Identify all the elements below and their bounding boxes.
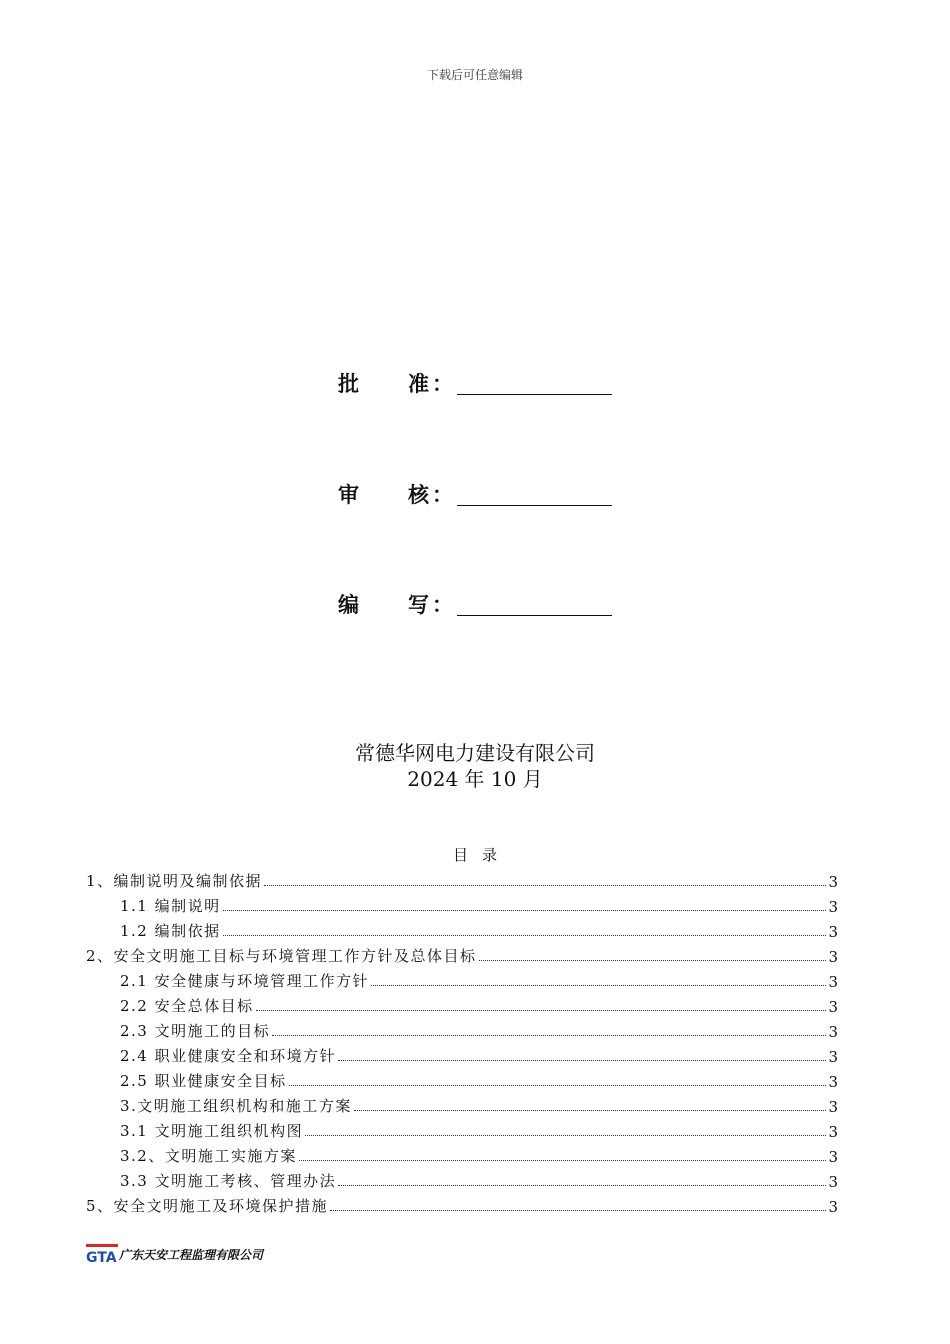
toc-leader-dots — [256, 1010, 826, 1011]
toc-title: 目录 — [452, 846, 511, 864]
toc-entry-page: 3 — [828, 1198, 838, 1216]
approve-label-char2: 准 — [408, 372, 429, 396]
toc-entry-page: 3 — [828, 1098, 838, 1116]
toc-entry[interactable] — [86, 1191, 838, 1216]
cover-company-name: 常德华网电力建设有限公司 — [355, 741, 595, 765]
toc-leader-dots — [223, 935, 826, 936]
toc-entry[interactable] — [86, 916, 838, 941]
author-colon: ： — [432, 593, 453, 617]
toc-leader-dots — [299, 1160, 826, 1161]
toc-entry[interactable] — [86, 1016, 838, 1041]
toc-entry[interactable] — [86, 991, 838, 1016]
svg-text:GTA: GTA — [86, 1250, 117, 1264]
toc-entry[interactable] — [86, 1166, 838, 1191]
toc-entry[interactable] — [86, 1066, 838, 1091]
approve-label-char1: 批 — [338, 372, 359, 396]
toc-leader-dots — [223, 910, 826, 911]
toc-leader-dots — [338, 1185, 826, 1186]
approve-signature-line — [457, 394, 612, 395]
toc-leader-dots — [289, 1085, 826, 1086]
gta-logo-icon — [86, 1244, 118, 1264]
toc-entry-text: 3.1 文明施工组织机构图 — [120, 1122, 304, 1140]
toc-leader-dots — [272, 1035, 826, 1036]
toc-entry-text: 3.文明施工组织机构和施工方案 — [120, 1097, 352, 1115]
toc-entry-page: 3 — [828, 1023, 838, 1041]
toc-entry-text: 3.3 文明施工考核、管理办法 — [120, 1172, 337, 1190]
toc-entry[interactable] — [86, 1141, 838, 1166]
toc-entry-text: 1.1 编制说明 — [120, 897, 221, 915]
toc-entry[interactable] — [86, 866, 838, 891]
footer-company-name: 广东天安工程监理有限公司 — [119, 1247, 264, 1262]
toc-entry-page: 3 — [828, 898, 838, 916]
toc-entry[interactable] — [86, 966, 838, 991]
review-label-char2: 核 — [408, 483, 429, 507]
author-row — [338, 589, 612, 619]
toc-leader-dots — [264, 885, 826, 886]
toc-entry-text: 1、编制说明及编制依据 — [86, 872, 263, 890]
table-of-contents — [86, 866, 838, 1216]
review-label-char1: 审 — [338, 483, 359, 507]
toc-leader-dots — [305, 1135, 826, 1136]
toc-entry-page: 3 — [828, 873, 838, 891]
review-signature-line — [457, 505, 612, 506]
toc-entry-text: 5、安全文明施工及环境保护措施 — [86, 1197, 329, 1215]
toc-entry-page: 3 — [828, 973, 838, 991]
toc-entry-page: 3 — [828, 1048, 838, 1066]
review-row — [338, 479, 612, 509]
toc-entry-text: 2.2 安全总体目标 — [120, 997, 254, 1015]
author-label-char1: 编 — [338, 593, 359, 617]
toc-entry-text: 1.2 编制依据 — [120, 922, 221, 940]
author-signature-line — [457, 615, 612, 616]
toc-entry-text: 2、安全文明施工目标与环境管理工作方针及总体目标 — [86, 947, 477, 965]
toc-leader-dots — [371, 985, 826, 986]
toc-leader-dots — [479, 960, 826, 961]
toc-entry-page: 3 — [828, 1173, 838, 1191]
toc-entry-page: 3 — [828, 923, 838, 941]
toc-leader-dots — [330, 1210, 826, 1211]
header-note: 下载后可任意编辑 — [426, 68, 523, 82]
author-label-char2: 写 — [408, 593, 429, 617]
toc-entry-text: 2.3 文明施工的目标 — [120, 1022, 271, 1040]
review-colon: ： — [432, 483, 453, 507]
toc-entry-text: 2.4 职业健康安全和环境方针 — [120, 1047, 337, 1065]
approve-row — [338, 368, 612, 398]
toc-entry-text: 2.1 安全健康与环境管理工作方针 — [120, 972, 370, 990]
toc-entry-text: 2.5 职业健康安全目标 — [120, 1072, 287, 1090]
toc-entry-page: 3 — [828, 1123, 838, 1141]
toc-entry-text: 3.2、文明施工实施方案 — [120, 1147, 297, 1165]
approve-colon: ： — [432, 372, 453, 396]
toc-entry-page: 3 — [828, 948, 838, 966]
footer — [86, 1244, 263, 1264]
toc-entry[interactable] — [86, 891, 838, 916]
toc-leader-dots — [354, 1110, 826, 1111]
toc-leader-dots — [338, 1060, 826, 1061]
toc-entry[interactable] — [86, 1091, 838, 1116]
toc-entry[interactable] — [86, 941, 838, 966]
toc-entry[interactable] — [86, 1041, 838, 1066]
toc-entry-page: 3 — [828, 1148, 838, 1166]
cover-date: 2024 年 10 月 — [407, 767, 543, 791]
toc-entry[interactable] — [86, 1116, 838, 1141]
toc-entry-page: 3 — [828, 1073, 838, 1091]
toc-entry-page: 3 — [828, 998, 838, 1016]
